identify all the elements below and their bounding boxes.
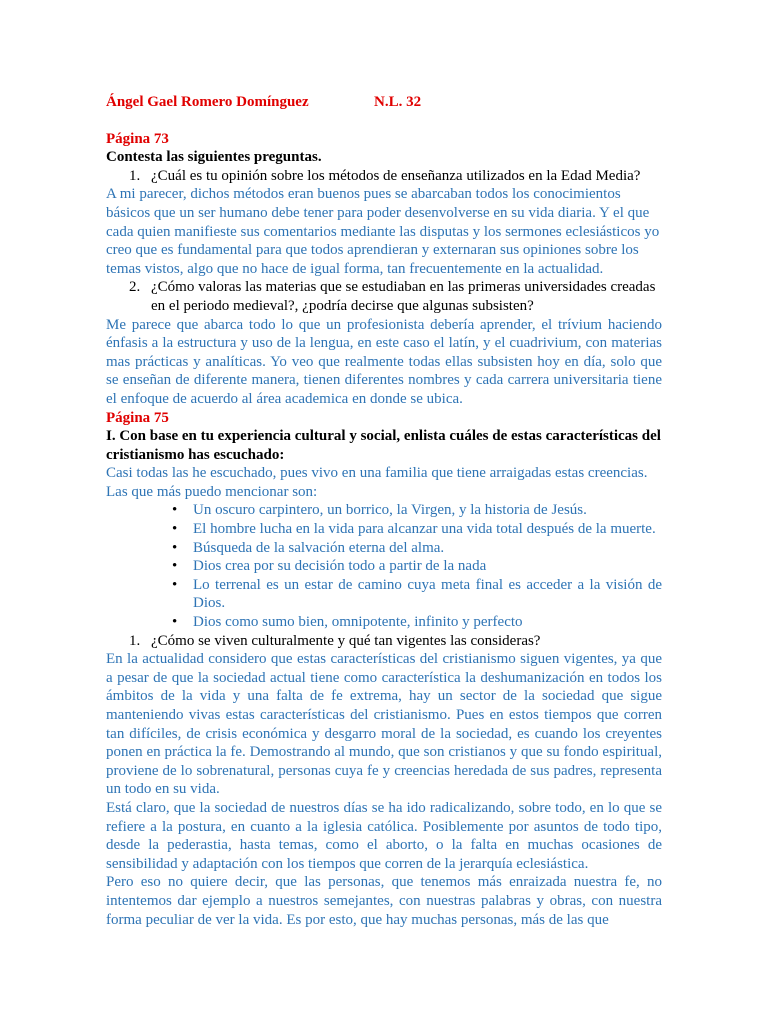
bullet-icon: • [172, 539, 178, 556]
question-2 [106, 278, 662, 315]
answer-1: A mi parecer, dichos métodos eran buenos pues se abarcaban todos los conocimientos básicos que un ser humano debe tener para poder desenvolverse en su vida diaria. Y el que cada quien manifieste sus comentarios mediante las disputas y los sermones eclesiásticos yo creo que es fundamental para que todos aprendieran y externaran sus opiniones sobre los temas vistos, algo que no hace de igual forma, tan frecuentemente en la actualidad. [106, 186, 660, 277]
document-body [106, 93, 662, 929]
page-label-73: Página 73 [106, 130, 169, 147]
question-number: 1. [129, 632, 141, 649]
list-item: • El hombre lucha en la vida para alcanzar una vida total después de la muerte. [172, 521, 656, 538]
question-1 [106, 167, 662, 186]
instruction-2: I. Con base en tu experiencia cultural y social, enlista cuáles de estas características del cristianismo has escuchado: [106, 428, 661, 463]
student-name: Ángel Gael Romero Domínguez [106, 94, 309, 110]
list-item: • Un oscuro carpintero, un borrico, la Virgen, y la historia de Jesús. [172, 502, 587, 519]
question-3 [106, 632, 662, 651]
list-item: • Lo terrenal es un estar de camino cuya meta final es acceder a la visión de Dios. [172, 576, 662, 612]
list-item: • Dios como sumo bien, omnipotente, infinito y perfecto [172, 614, 523, 631]
bullet-icon: • [172, 521, 178, 538]
list-item: • Búsqueda de la salvación eterna del alma. [172, 539, 445, 556]
header [106, 93, 662, 112]
question-number: 2. [129, 279, 141, 296]
question-text: ¿Cuál es tu opinión sobre los métodos de enseñanza utilizados en la Edad Media? [151, 167, 641, 184]
bullet-list [106, 501, 662, 631]
answer-3-paragraph-3: Pero eso no quiere decir, que las personas, que tenemos más enraizada nuestra fe, no intentemos dar ejemplo a nuestros semejantes, con nuestras palabras y obras, con nuestra forma peculiar de ver la vida. Es por esto, que hay muchas personas, más de las que [106, 874, 662, 928]
intro-answer: Casi todas las he escuchado, pues vivo en una familia que tiene arraigadas estas creencias. Las que más puedo mencionar son: [106, 465, 648, 500]
instruction-1: Contesta las siguientes preguntas. [106, 149, 322, 166]
answer-3-paragraph-1: En la actualidad considero que estas características del cristianismo siguen vigentes, ya que a pesar de que la sociedad actual tiene como característica la deshumanización en todos los ámbitos de la vida y una falta de fe extrema, hay un sector de la sociedad que sigue manteniendo vivas estas características del cristianismo. Pues en estos tiempos que corren tan difíciles, de crisis económica y desgarro moral de la sociedad, es cuando los creyentes ponen en práctica la fe. Demostrando al mundo, que son cristianos y que su fondo espiritual, proviene de lo sobrenatural, personas cuya fe y creencias heredada de sus padres, representa un todo en su vida. [106, 651, 662, 798]
page-label-75: Página 75 [106, 409, 169, 426]
answer-3-paragraph-2: Está claro, que la sociedad de nuestros días se ha ido radicalizando, sobre todo, en lo que se refiere a la postura, en cuanto a la iglesia católica. Posiblemente por asuntos de todo tipo, desde la pederastia, hasta temas, como el aborto, o la falta en muchas ocasiones de sensibilidad y adaptación con los tiempos que corren de la jerarquía eclesiástica. [106, 799, 662, 872]
question-text: ¿Cómo valoras las materias que se estudiaban en las primeras universidades creadas en el periodo medieval?, ¿podría decirse que algunas subsisten? [151, 279, 656, 314]
question-text: ¿Cómo se viven culturalmente y qué tan vigentes las consideras? [151, 632, 541, 649]
answer-2: Me parece que abarca todo lo que un profesionista debería aprender, el trívium haciendo énfasis a la estructura y uso de la lengua, en este caso el latín, y el cuadrivium, con materias mas prácticas y analíticas. Yo veo que realmente todas ellas subsisten hoy en día, solo que se enseñan de diferente manera, tienen diferentes nombres y cada carrera universitaria tiene el enfoque de acuerdo al área academica en donde se ubica. [106, 316, 662, 407]
bullet-icon: • [172, 502, 178, 519]
list-item: • Dios crea por su decisión todo a partir de la nada [172, 558, 487, 575]
question-number: 1. [129, 167, 141, 184]
bullet-icon: • [172, 558, 178, 575]
list-number: N.L. 32 [374, 94, 422, 110]
bullet-icon: • [172, 614, 178, 631]
bullet-icon: • [172, 576, 178, 593]
